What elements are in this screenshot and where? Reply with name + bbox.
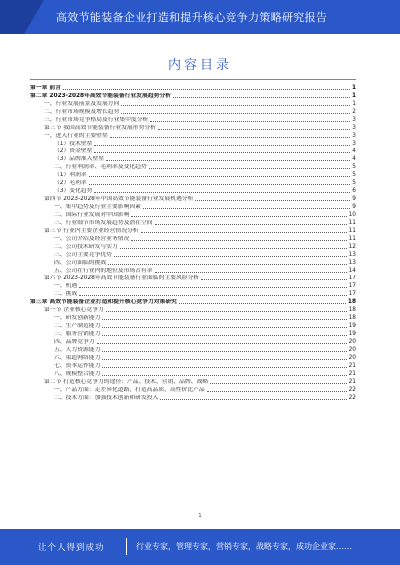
- toc-entry-page: 11: [348, 235, 356, 242]
- toc-dot-leader: [94, 145, 350, 146]
- toc-entry-title: （2）毛利率: [54, 180, 87, 187]
- toc-dot-leader: [106, 311, 347, 312]
- toc-entry[interactable]: [30, 203, 356, 211]
- toc-entry-title: 三、行业市场竞争格局及行业集中度分析: [44, 116, 149, 123]
- toc-dot-leader: [158, 129, 350, 130]
- toc-dot-leader: [106, 160, 350, 161]
- toc-entry-title: 第六节 2023-2028年高效节能装备行业面临的主要风险分析: [44, 275, 200, 282]
- toc-entry-title: 六、渠道网络能力: [54, 354, 101, 361]
- toc-entry-page: 20: [348, 338, 356, 345]
- toc-dot-leader: [179, 303, 346, 304]
- toc-entry-title: 二、国际行业发展对中国影响: [54, 211, 130, 218]
- toc-entry[interactable]: [30, 187, 356, 195]
- toc-entry-page: 18: [347, 299, 356, 306]
- toc-entry[interactable]: [30, 282, 356, 290]
- toc-entry[interactable]: [30, 298, 356, 306]
- toc-dot-leader: [102, 375, 346, 376]
- toc-entry[interactable]: [30, 394, 356, 402]
- toc-entry[interactable]: [30, 338, 356, 346]
- toc-entry-title: 三、行业细节市场发展趋势及潜在空间: [54, 219, 153, 226]
- toc-dot-leader: [121, 105, 350, 106]
- toc-entry[interactable]: [30, 306, 356, 314]
- toc-entry-page: 18: [348, 315, 356, 322]
- toc-entry-page: 18: [348, 307, 356, 314]
- toc-entry-title: 第一节 企业核心竞争力: [44, 307, 104, 314]
- toc-dot-leader: [102, 327, 346, 328]
- toc-dot-leader: [89, 176, 351, 177]
- toc-entry-title: （3）品牌准入壁垒: [54, 156, 105, 163]
- toc-entry-page: 19: [348, 331, 356, 337]
- toc-entry-page: 3: [352, 140, 356, 147]
- toc-entry-page: 9: [352, 204, 356, 210]
- toc-dot-leader: [150, 121, 350, 122]
- toc-entry-page: 11: [348, 227, 356, 234]
- toc-entry[interactable]: [30, 195, 356, 203]
- toc-entry[interactable]: [30, 124, 356, 132]
- toc-entry-title: （1）利润率: [54, 172, 87, 179]
- toc-entry[interactable]: [30, 362, 356, 370]
- toc-dot-leader: [201, 279, 346, 280]
- toc-entry-title: 五、人力资源能力: [54, 346, 101, 353]
- toc-entry[interactable]: [30, 116, 356, 124]
- toc-dot-leader: [63, 89, 350, 90]
- toc-dot-leader: [195, 200, 350, 201]
- toc-entry-page: 5: [352, 172, 356, 179]
- toc-entry[interactable]: [30, 227, 356, 235]
- toc-entry-page: 1: [352, 100, 356, 107]
- toc-dot-leader: [155, 272, 347, 273]
- toc-entry-page: 13: [348, 251, 356, 258]
- toc-dot-leader: [121, 113, 350, 114]
- toc-entry-page: 10: [348, 211, 356, 218]
- toc-entry-title: 二、公司技术研发与实力: [54, 243, 118, 250]
- toc-entry-title: 二、行业利润率、毛利率及变化趋势: [54, 164, 147, 171]
- toc-entry-title: 四、公司面临的挑战: [54, 259, 107, 266]
- footer-divider: [126, 538, 127, 555]
- toc-entry-page: 3: [352, 132, 356, 139]
- toc-entry-title: 三、服务营销能力: [54, 331, 101, 337]
- toc-entry[interactable]: [30, 259, 356, 267]
- toc-entry-page: 2: [352, 108, 356, 115]
- toc-entry[interactable]: [30, 155, 356, 163]
- toc-entry-title: 第三节 行业内主要企业经营情况分析: [44, 227, 139, 234]
- toc-entry-title: 二、技术方面：加强技术创新和研发投入: [54, 394, 159, 401]
- toc-dot-leader: [89, 184, 351, 185]
- toc-entry-title: （3）变化趋势: [54, 188, 93, 195]
- toc-entry-title: （1）技术壁垒: [54, 140, 93, 147]
- toc-entry-title: 四、品牌竞争力: [54, 338, 95, 345]
- toc-entry-title: 一、产品方面：走差异化道路，打造高品质、高性价比产品: [54, 386, 205, 393]
- toc-entry-title: 一、进入行业的主要壁垒: [44, 132, 108, 139]
- toc-entry-title: 第二节 打造核心竞争力的途径：产品、技术、营销、品牌、战略: [44, 378, 209, 385]
- toc-entry-title: 二、挑战: [54, 291, 78, 298]
- toc-dot-leader: [160, 399, 346, 400]
- toc-entry[interactable]: [30, 290, 356, 298]
- toc-dot-leader: [102, 367, 346, 368]
- toc-entry-page: 17: [348, 291, 356, 298]
- page-number: 1: [198, 513, 202, 519]
- toc-entry-page: 1: [351, 92, 356, 99]
- toc-entry-page: 22: [348, 386, 356, 393]
- toc-entry-page: 21: [348, 370, 356, 377]
- toc-entry-title: 第四节 2023-2028年中国高效节能装备行业发展机遇分析: [44, 196, 194, 203]
- toc-entry[interactable]: [30, 171, 356, 179]
- toc-dot-leader: [173, 97, 350, 98]
- toc-entry-title: 五、公司在行业内的地位及市场占有率: [54, 267, 153, 274]
- toc-dot-leader: [207, 391, 347, 392]
- toc-dot-leader: [114, 256, 347, 257]
- toc-divider: [30, 79, 356, 80]
- toc-entry-title: 一、行业发展前景及发展方向: [44, 100, 120, 107]
- toc-entry-title: 二、生产制造能力: [54, 323, 101, 330]
- toc-dot-leader: [210, 383, 346, 384]
- toc-dot-leader: [102, 335, 346, 336]
- toc-dot-leader: [141, 232, 347, 233]
- toc-entry[interactable]: [30, 100, 356, 108]
- toc-entry[interactable]: [30, 378, 356, 386]
- toc-entry[interactable]: [30, 275, 356, 283]
- toc-entry-title: 第三节 我国高效节能装备行业发展形势分析: [44, 124, 156, 131]
- footer-tagline: 行业专家，管理专家，营销专家，战略专家，成功企业家……: [136, 542, 352, 551]
- toc-entry-page: 20: [348, 346, 356, 353]
- toc-entry-page: 14: [348, 267, 356, 274]
- toc-dot-leader: [110, 137, 351, 138]
- toc-entry-page: 1: [351, 84, 356, 91]
- toc-dot-leader: [120, 248, 347, 249]
- toc-dot-leader: [79, 287, 346, 288]
- toc-dot-leader: [102, 319, 346, 320]
- toc-entry-page: 5: [352, 180, 356, 187]
- toc-entry-page: 13: [348, 259, 356, 266]
- toc-entry[interactable]: [30, 235, 356, 243]
- toc-entry-page: 12: [348, 243, 356, 250]
- toc-entry[interactable]: [30, 140, 356, 148]
- toc-entry-title: 一、研发创新能力: [54, 315, 101, 322]
- toc-dot-leader: [143, 208, 350, 209]
- toc-entry-title: 七、资本运作能力: [54, 362, 101, 369]
- toc-entry-page: 17: [348, 275, 356, 282]
- toc-entry[interactable]: [30, 251, 356, 259]
- toc-entry-page: 17: [348, 283, 356, 290]
- toc-entry[interactable]: [30, 148, 356, 156]
- toc-entry[interactable]: [30, 92, 356, 100]
- toc-entry-title: 一、公司介绍及经营业务情况: [54, 235, 130, 242]
- toc-entry[interactable]: [30, 267, 356, 275]
- toc-entry-page: 3: [352, 124, 356, 131]
- toc-entry-title: 一、机遇: [54, 283, 78, 290]
- toc-entry[interactable]: [30, 386, 356, 394]
- toc-entry[interactable]: [30, 211, 356, 219]
- toc-entry-page: 11: [348, 219, 356, 226]
- toc-entry[interactable]: [30, 163, 356, 171]
- toc-entry[interactable]: [30, 322, 356, 330]
- toc-entry-page: 9: [352, 196, 356, 203]
- toc-dot-leader: [131, 216, 346, 217]
- toc-dot-leader: [102, 359, 346, 360]
- toc-entry-page: 4: [352, 156, 356, 163]
- toc-dot-leader: [79, 295, 346, 296]
- toc-dot-leader: [149, 168, 351, 169]
- toc-entry-title: 第一章 前言: [30, 84, 62, 91]
- toc-entry-page: 21: [348, 378, 356, 385]
- toc-entry-title: 第三章 高效节能装备企业打造和提升核心竞争力对策研究: [30, 299, 177, 306]
- toc-entry-title: 一、集中趋势及行业主要影响因素: [54, 204, 141, 210]
- toc-entry[interactable]: [30, 84, 356, 92]
- toc-entry-title: 八、规模整合能力: [54, 370, 101, 377]
- toc-dot-leader: [102, 351, 346, 352]
- toc-entry[interactable]: [30, 132, 356, 140]
- toc-dot-leader: [94, 192, 350, 193]
- toc-title: 内容目录: [167, 58, 232, 73]
- toc-entry[interactable]: [30, 108, 356, 116]
- toc-entry[interactable]: [30, 330, 356, 338]
- toc-entry[interactable]: [30, 346, 356, 354]
- toc-entry-title: 三、公司主要竞争优势: [54, 251, 112, 258]
- table-of-contents: [30, 84, 356, 402]
- toc-entry[interactable]: [30, 243, 356, 251]
- toc-entry-page: 21: [348, 362, 356, 369]
- toc-entry-page: 6: [352, 188, 356, 195]
- toc-entry[interactable]: [30, 370, 356, 378]
- toc-dot-leader: [131, 240, 346, 241]
- report-title: 高效节能装备企业打造和提升核心竞争力策略研究报告: [56, 11, 328, 24]
- toc-entry-title: 二、行业市场规模及增长趋势: [44, 108, 120, 115]
- toc-entry-title: （2）资金壁垒: [54, 148, 93, 155]
- toc-entry-page: 5: [352, 164, 356, 171]
- footer-slogan: 让个人得到成功: [38, 543, 105, 553]
- toc-entry-title: 第二章 2023-2028年高效节能装备行业发展趋势分析: [30, 92, 172, 99]
- toc-dot-leader: [97, 343, 347, 344]
- toc-entry[interactable]: [30, 314, 356, 322]
- toc-entry-page: 4: [352, 148, 356, 155]
- toc-entry-page: 3: [352, 116, 356, 123]
- toc-entry[interactable]: [30, 219, 356, 227]
- toc-dot-leader: [155, 224, 347, 225]
- toc-dot-leader: [94, 152, 350, 153]
- toc-entry[interactable]: [30, 354, 356, 362]
- toc-entry-page: 19: [348, 323, 356, 330]
- toc-dot-leader: [108, 264, 346, 265]
- toc-entry[interactable]: [30, 179, 356, 187]
- toc-entry-page: 22: [348, 394, 356, 401]
- toc-entry-page: 20: [348, 354, 356, 361]
